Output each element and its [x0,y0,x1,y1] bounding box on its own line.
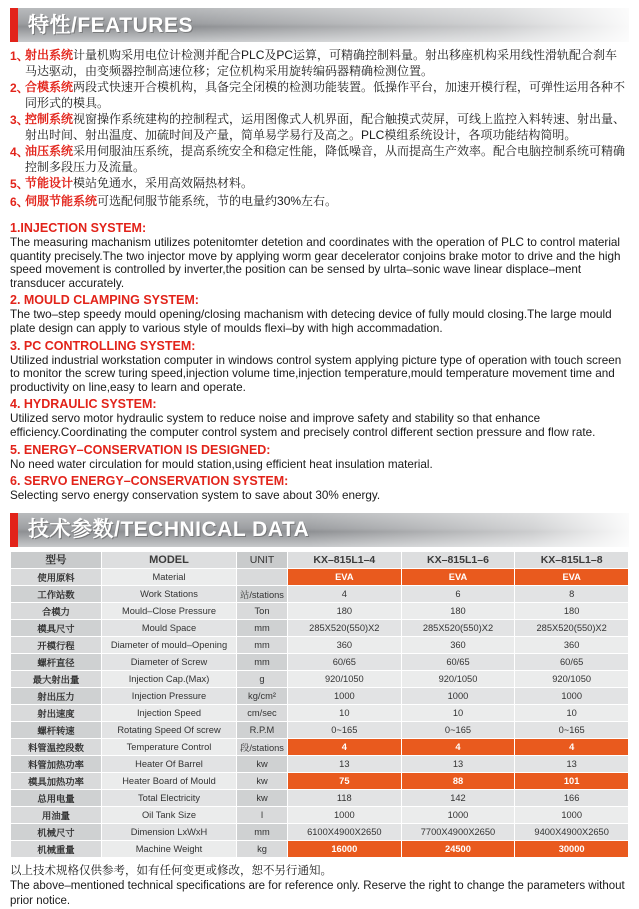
row-label-en: Diameter of Screw [102,653,237,670]
cell-unit-header: UNIT [237,551,288,568]
row-unit: l [237,806,288,823]
row-label-cn: 开模行程 [11,636,102,653]
row-value-2: 285X520(550)X2 [401,619,515,636]
banner-accent-bar [10,513,18,547]
chinese-feature-list [10,48,629,210]
row-value-3: 4 [515,738,629,755]
list-item [10,80,629,111]
row-label-cn: 射出速度 [11,704,102,721]
item-text: 两段式快速开合模机构，具备完全闭模的检测功能装置。低操作平台，加速开模行程，可弹性运用各种不同形式的模具。 [25,80,626,110]
row-value-3: EVA [515,568,629,585]
row-value-1: 360 [288,636,402,653]
row-unit: mm [237,619,288,636]
table-row [11,619,629,636]
row-label-en: Material [102,568,237,585]
row-value-3: 180 [515,602,629,619]
row-label-cn: 射出压力 [11,687,102,704]
row-unit: kg/cm² [237,687,288,704]
row-value-2: 0~165 [401,721,515,738]
item-heading: 4. HYDRAULIC SYSTEM: [10,397,157,412]
table-row [11,806,629,823]
cell-model-2: KX–815L1–6 [401,551,515,568]
list-item [10,473,629,503]
english-feature-list [10,220,629,503]
item-number: 5、 [10,177,29,191]
row-label-en: Injection Pressure [102,687,237,704]
row-label-en: Total Electricity [102,789,237,806]
row-label-en: Rotating Speed Of screw [102,721,237,738]
row-value-2: 6 [401,585,515,602]
row-value-3: 1000 [515,687,629,704]
row-value-3: 920/1050 [515,670,629,687]
table-row [11,602,629,619]
row-value-2: 4 [401,738,515,755]
row-label-cn: 合模力 [11,602,102,619]
table-row [11,755,629,772]
item-body [25,48,629,79]
item-text: The two–step speedy mould opening/closing machanism with detecing device of fully mould closing.The large mould plate design can apply to various style of moulds flexi–by with high accommadation. [10,308,612,335]
table-row [11,653,629,670]
row-label-en: Dimension LxWxH [102,823,237,840]
brochure-page [0,8,639,907]
table-row [11,636,629,653]
row-value-2: 920/1050 [401,670,515,687]
banner-fade [193,8,629,42]
row-value-2: EVA [401,568,515,585]
row-value-3: 9400X4900X2650 [515,823,629,840]
footnote [10,864,629,909]
row-value-3: 1000 [515,806,629,823]
row-value-1: 60/65 [288,653,402,670]
item-number: 4、 [10,145,29,159]
item-heading: 5. ENERGY–CONSERVATION IS DESIGNED: [10,442,271,457]
row-value-1: EVA [288,568,402,585]
list-item [10,48,629,79]
row-label-cn: 螺杆转速 [11,721,102,738]
row-unit: g [237,670,288,687]
list-item [10,112,629,143]
list-item [10,144,629,175]
row-label-cn: 工作站数 [11,585,102,602]
row-value-3: 101 [515,772,629,789]
row-value-3: 13 [515,755,629,772]
item-body [25,112,629,143]
row-label-cn: 总用电量 [11,789,102,806]
row-label-en: Heater Of Barrel [102,755,237,772]
features-banner [10,8,629,42]
row-value-2: 13 [401,755,515,772]
banner-accent-bar [10,8,18,42]
cell-model-3: KX–815L1–8 [515,551,629,568]
item-number: 2、 [10,81,29,95]
row-value-3: 0~165 [515,721,629,738]
spec-table-wrapper [10,551,629,858]
item-heading: 1.INJECTION SYSTEM: [10,221,147,235]
row-value-2: 7700X4900X2650 [401,823,515,840]
item-keyword: 控制系统 [25,112,74,126]
row-label-en: Heater Board of Mould [102,772,237,789]
row-unit: 站/stations [237,585,288,602]
row-value-2: 60/65 [401,653,515,670]
row-value-1: 180 [288,602,402,619]
row-label-cn: 料管温控段数 [11,738,102,755]
row-value-1: 920/1050 [288,670,402,687]
row-label-cn: 模具尺寸 [11,619,102,636]
row-value-2: 10 [401,704,515,721]
item-text: Utilized servo motor hydraulic system to reduce noise and improve safety and stability so that enhance efficiency.Coordinating the computer control system and precisely control different section pressure and flow rate. [10,412,596,439]
row-value-2: 360 [401,636,515,653]
row-value-3: 360 [515,636,629,653]
item-heading: 6. SERVO ENERGY–CONSERVATION SYSTEM: [10,474,289,489]
row-value-3: 166 [515,789,629,806]
row-unit [237,568,288,585]
item-body [25,194,337,210]
row-unit: mm [237,823,288,840]
item-text: The measuring machanism utilizes potenitomter detetion and coordinates with the operation of PLC to control material quantity precisely.The two injector move by applying worm gear decelerator conjoins brake motor to drive and the high speed movement is controlled by inverter,the position can be sensed by ulrta–sonic wave linear displace–ment transducer accurately. [10,236,621,290]
row-label-en: Diameter of mould–Opening [102,636,237,653]
item-keyword: 节能设计 [25,176,74,190]
item-text: 视窗操作系统建构的控制程式，运用图像式人机界面，配合触摸式荧屏，可线上监控入料转速、射出量、射出时间、射出温度、加硫时间及产量，简单易学易行及高之。PLC模组系统设计，各项功能结构简明。 [25,112,626,142]
row-label-cn: 机械重量 [11,840,102,857]
table-row [11,721,629,738]
row-label-cn: 螺杆直径 [11,653,102,670]
row-value-1: 13 [288,755,402,772]
item-keyword: 伺服节能系统 [25,193,98,208]
list-item [10,396,629,439]
row-label-cn: 料管加热功率 [11,755,102,772]
row-label-en: Mould–Close Pressure [102,602,237,619]
table-row [11,704,629,721]
item-text: 模站免通水，采用高效隔热材料。 [73,176,254,190]
list-item [10,194,629,211]
row-label-en: Machine Weight [102,840,237,857]
row-value-3: 60/65 [515,653,629,670]
table-row [11,551,629,568]
item-heading: 3. PC CONTROLLING SYSTEM: [10,338,196,353]
table-row [11,789,629,806]
item-text: Selecting servo energy conservation system to save about 30% energy. [10,489,381,503]
row-label-en: Mould Space [102,619,237,636]
row-label-en: Oil Tank Size [102,806,237,823]
row-value-2: 88 [401,772,515,789]
row-label-cn: 模具加热功率 [11,772,102,789]
item-text: 计量机购采用电位计检测并配合PLC及PC运算，可精确控制料量。射出移座机构采用线性滑轨配合刹车马达驱动，由变频器控制高速位移；定位机构采用旋转编码器精确检测位置。 [25,48,618,78]
item-body [25,144,629,175]
cell-model-cn: 型号 [11,551,102,568]
item-body [25,176,253,192]
row-unit: R.P.M [237,721,288,738]
banner-fade [309,513,629,547]
table-row [11,738,629,755]
item-text: Utilized industrial workstation computer in windows control system applying picture type of operation with touch screen to monitor the screw turing speed,injection volume time,injection temperature,mould temperature movement time and productivity on line,easy to learn and operate. [10,353,622,394]
list-item [10,338,629,395]
table-row [11,687,629,704]
row-value-2: 142 [401,789,515,806]
table-row [11,772,629,789]
item-text: No need water circulation for mould station,using efficient heat insulation material. [10,457,433,471]
row-unit: Ton [237,602,288,619]
row-value-1: 0~165 [288,721,402,738]
item-keyword: 合模系统 [25,80,74,94]
item-number: 6、 [10,194,29,209]
row-label-en: Work Stations [102,585,237,602]
item-number: 3、 [10,113,29,127]
row-unit: 段/stations [237,738,288,755]
row-value-3: 285X520(550)X2 [515,619,629,636]
row-value-2: 1000 [401,687,515,704]
spec-table [10,551,629,858]
row-value-1: 1000 [288,806,402,823]
table-row [11,670,629,687]
row-label-en: Injection Cap.(Max) [102,670,237,687]
row-unit: kw [237,772,288,789]
row-label-cn: 用油量 [11,806,102,823]
footnote-cn: 以上技术规格仅供参考，如有任何变更或修改，恕不另行通知。 [10,864,332,877]
item-text: 可选配伺服节能系统，节的电量约30%左右。 [97,193,338,208]
row-value-3: 10 [515,704,629,721]
item-body [25,80,629,111]
item-number: 1、 [10,49,29,63]
row-value-3: 8 [515,585,629,602]
row-label-en: Injection Speed [102,704,237,721]
row-value-1: 10 [288,704,402,721]
row-unit: mm [237,636,288,653]
row-value-1: 16000 [288,840,402,857]
row-unit: mm [237,653,288,670]
row-value-2: 24500 [401,840,515,857]
item-keyword: 射出系统 [25,48,74,62]
row-value-1: 118 [288,789,402,806]
row-unit: kg [237,840,288,857]
technical-data-banner [10,513,629,547]
technical-data-banner-title: 技术参数/TECHNICAL DATA [28,518,310,542]
item-text: 采用伺服油压系统，提高系统安全和稳定性能，降低噪音，从而提高生产效率。配合电脑控制系统可精确控制多段压力及流量。 [25,144,626,174]
row-label-en: Temperature Control [102,738,237,755]
table-row [11,840,629,857]
features-banner-title: 特性/FEATURES [28,13,193,37]
row-value-1: 4 [288,738,402,755]
cell-model-en: MODEL [102,551,237,568]
row-value-1: 1000 [288,687,402,704]
table-row [11,585,629,602]
table-row [11,823,629,840]
list-item [10,220,629,290]
row-value-1: 4 [288,585,402,602]
row-unit: kw [237,789,288,806]
row-unit: cm/sec [237,704,288,721]
table-row [11,568,629,585]
row-label-cn: 使用原料 [11,568,102,585]
row-value-2: 1000 [401,806,515,823]
row-value-1: 75 [288,772,402,789]
row-value-2: 180 [401,602,515,619]
cell-model-1: KX–815L1–4 [288,551,402,568]
list-item [10,292,629,335]
row-label-cn: 机械尺寸 [11,823,102,840]
row-label-cn: 最大射出量 [11,670,102,687]
row-unit: kw [237,755,288,772]
list-item [10,442,629,472]
footnote-en: The above–mentioned technical specifications are for reference only. Reserve the right to change the parameters without prior notice. [10,879,625,907]
row-value-3: 30000 [515,840,629,857]
row-value-1: 285X520(550)X2 [288,619,402,636]
row-value-1: 6100X4900X2650 [288,823,402,840]
item-heading: 2. MOULD CLAMPING SYSTEM: [10,293,199,308]
item-keyword: 油压系统 [25,144,74,158]
list-item [10,176,629,193]
